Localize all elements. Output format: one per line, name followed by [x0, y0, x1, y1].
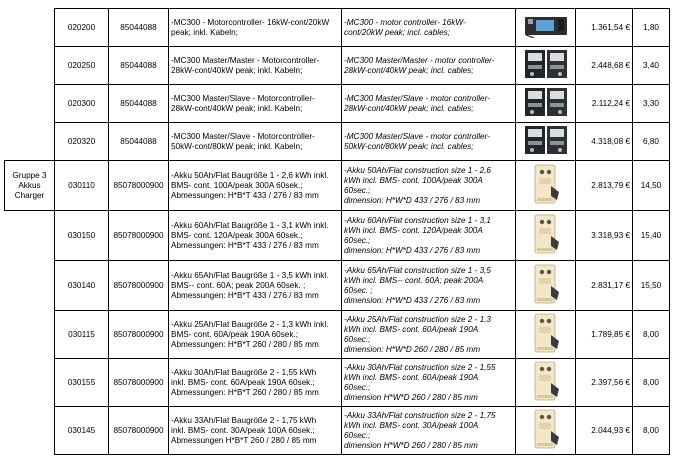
description-en-line: -Akku 33Ah/Flat construction size 2 - 1,75: [344, 410, 496, 420]
weight-kg: 15,50: [633, 261, 670, 311]
description-de-line: Abmessungen: H*B*T 433 / 276 / 83 mm: [171, 290, 319, 300]
description-en-line: kWh incl. BMS-- cont. 60A; peak 200A: [344, 275, 484, 285]
description-en: [342, 211, 516, 261]
weight-kg: 3,30: [633, 85, 670, 123]
tariff-number: 85078000900: [109, 261, 169, 311]
table-row: [5, 311, 670, 359]
price: 4.318,08 €: [576, 123, 633, 161]
description-en-line: kWh incl. BMS- cont. 60A/peak 190A: [344, 324, 479, 334]
description-de: [169, 161, 342, 211]
description-de-line: -MC300 Master/Master - Motorcontroller-: [171, 55, 320, 65]
description-de-line: peak; inkl. Kabeln;: [171, 27, 238, 37]
description-en: [342, 261, 516, 311]
description-en: [342, 407, 516, 455]
description-de-line: 50kW-cont/80kW peak; inkl. Kabeln;: [171, 141, 303, 151]
weight-kg: 1,80: [633, 9, 670, 47]
product-image-cell: [516, 407, 576, 455]
motor-controller-image: [524, 48, 568, 80]
tariff-number: 85044088: [109, 9, 169, 47]
description-de: [169, 85, 342, 123]
battery-pack-image: [531, 212, 561, 256]
description-de-line: -MC300 Master/Slave - Motorcontroller-: [171, 131, 315, 141]
product-image-cell: [516, 261, 576, 311]
table-row: [5, 123, 670, 161]
description-de-line: BMS- cont. 120A/peak 300A 60sek.;: [171, 230, 303, 240]
price: 2.831,17 €: [576, 261, 633, 311]
description-en-line: kWh incl. BMS- cont. 120A/peak 300A: [344, 225, 483, 235]
motor-controller-image: [524, 124, 568, 156]
description-de-line: Abmessungen: H*B*T 433 / 276 / 83 mm: [171, 190, 319, 200]
price: 2.397,56 €: [576, 359, 633, 407]
description-en-line: dimension H*W*D 260 / 280 / 85 mm: [344, 440, 478, 450]
group-cell-empty: [5, 407, 55, 455]
description-de-line: -Akku 50Ah/Flat Baugröße 1 - 2,6 kWh inkl.: [171, 170, 329, 180]
description-de: [169, 123, 342, 161]
description-en-line: kWh incl. BMS- cont. 100A/peak 300A: [344, 175, 483, 185]
group-label-line: Gruppe 3: [12, 170, 47, 180]
description-de-line: Abmessungen: H*B*T 260 / 280 / 85 mm: [171, 339, 319, 349]
description-de-line: Abmessungen H*B*T 260 / 280 / 85 mm: [171, 435, 317, 445]
table-row: [5, 9, 670, 47]
product-image-cell: [516, 9, 576, 47]
group-cell-empty: [5, 123, 55, 161]
weight-kg: 15,40: [633, 211, 670, 261]
product-image-cell: [516, 47, 576, 85]
tariff-number: 85078000900: [109, 311, 169, 359]
description-de-line: 28kW-cont/40kW peak; inkl. Kabeln;: [171, 65, 303, 75]
weight-kg: 6,80: [633, 123, 670, 161]
price: 2.044,93 €: [576, 407, 633, 455]
description-en-line: dimension H*W*D 260 / 280 / 85 mm: [344, 392, 478, 402]
description-de-line: -MC300 - Motorcontroller- 16kW-cont/20kW: [171, 17, 330, 27]
description-en-line: -Akku 50Ah/Flat construction size 1 - 2,6: [344, 165, 491, 175]
description-en-line: 60sec.;: [344, 334, 371, 344]
battery-pack-image: [531, 311, 561, 355]
group-label: [5, 161, 55, 211]
description-de: [169, 407, 342, 455]
price: 1.361,54 €: [576, 9, 633, 47]
position-number: 030145: [55, 407, 109, 455]
product-image-cell: [516, 211, 576, 261]
tariff-number: 85078000900: [109, 359, 169, 407]
tariff-number: 85044088: [109, 123, 169, 161]
battery-pack-image: [531, 162, 561, 206]
weight-kg: 14,50: [633, 161, 670, 211]
group-label-line: Charger: [14, 190, 45, 200]
tariff-number: 85078000900: [109, 161, 169, 211]
product-image-cell: [516, 359, 576, 407]
price-list-table: [4, 8, 670, 455]
description-de-line: BMS-- cont. 60A; peak 200A 60sek. ;: [171, 280, 306, 290]
weight-kg: 3,40: [633, 47, 670, 85]
description-en-line: 60sec.;: [344, 382, 371, 392]
weight-kg: 8,00: [633, 359, 670, 407]
description-en-line: 28kW-cont/40kW peak; incl. cables;: [344, 103, 474, 113]
description-de-line: -Akku 30Ah/Flat Baugröße 2 - 1,55 kWh: [171, 367, 317, 377]
description-en-line: 28kW-cont/40kW peak; incl. cables;: [344, 65, 474, 75]
position-number: 020250: [55, 47, 109, 85]
table-row: [5, 359, 670, 407]
description-en-line: 50kW-cont/80kW peak; incl. cables;: [344, 141, 474, 151]
motor-controller-image: [524, 14, 568, 38]
description-de: [169, 211, 342, 261]
description-de-line: -MC300 Master/Slave - Motorcontroller-: [171, 93, 315, 103]
description-en: [342, 161, 516, 211]
description-en: [342, 47, 516, 85]
position-number: 020320: [55, 123, 109, 161]
price: 3.318,93 €: [576, 211, 633, 261]
description-en: [342, 85, 516, 123]
battery-pack-image: [531, 359, 561, 403]
description-en: [342, 311, 516, 359]
description-de-line: -Akku 65Ah/Flat Baugröße 1 - 3,5 kWh inkl.: [171, 270, 329, 280]
description-en-line: -Akku 30Ah/Flat construction size 2 - 1,55: [344, 362, 496, 372]
product-image-cell: [516, 161, 576, 211]
product-image-cell: [516, 311, 576, 359]
description-de: [169, 311, 342, 359]
tariff-number: 85044088: [109, 85, 169, 123]
price: 2.813,79 €: [576, 161, 633, 211]
battery-pack-image: [531, 407, 561, 451]
group-cell-empty: [5, 359, 55, 407]
group-cell-empty: [5, 85, 55, 123]
description-de: [169, 359, 342, 407]
description-en-line: dimension: H*W*D 433 / 276 / 83 mm: [344, 245, 481, 255]
group-cell-empty: [5, 211, 55, 261]
description-en-line: -MC300 Master/Slave - motor controller-: [344, 131, 490, 141]
price: 2.448,68 €: [576, 47, 633, 85]
position-number: 030150: [55, 211, 109, 261]
table-row: [5, 161, 670, 211]
description-en-line: 60sec.;: [344, 430, 371, 440]
price-list-body: [5, 9, 670, 455]
description-de-line: -Akku 25Ah/Flat Baugröße 2 - 1,3 kWh inkl.: [171, 319, 329, 329]
price: 1.789,85 €: [576, 311, 633, 359]
description-de: [169, 47, 342, 85]
description-en-line: -Akku 60Ah/Flat construction size 1 - 3,1: [344, 215, 491, 225]
description-en-line: kWh incl. BMS- cont. 30A/peak 100A: [344, 420, 479, 430]
position-number: 030115: [55, 311, 109, 359]
table-row: [5, 47, 670, 85]
motor-controller-image: [524, 86, 568, 118]
table-row: [5, 261, 670, 311]
description-de: [169, 261, 342, 311]
description-de-line: Abmessungen: H*B*T 433 / 276 / 83 mm: [171, 240, 319, 250]
description-de-line: inkl. BMS- cont. 60A/peak 190A 60sek.;: [171, 377, 315, 387]
description-de-line: inkl. BMS- cont. 30A/peak 100A 60sek.;: [171, 425, 315, 435]
position-number: 030155: [55, 359, 109, 407]
description-en-line: kWh incl. BMS- cont. 60A/peak 190A: [344, 372, 479, 382]
description-de-line: BMS- cont. 100A/peak 300A 60sek.;: [171, 180, 303, 190]
description-en-line: 60sec.;: [344, 185, 371, 195]
description-de-line: 28kW-cont/40kW peak; inkl. Kabeln;: [171, 103, 303, 113]
position-number: 030110: [55, 161, 109, 211]
tariff-number: 85078000900: [109, 211, 169, 261]
description-de-line: -Akku 33Ah/Flat Baugröße 2 - 1,75 kWh: [171, 415, 317, 425]
battery-pack-image: [531, 262, 561, 306]
group-cell-empty: [5, 261, 55, 311]
description-en: [342, 359, 516, 407]
weight-kg: 8,00: [633, 407, 670, 455]
group-label-line: Akkus: [18, 180, 41, 190]
tariff-number: 85078000900: [109, 407, 169, 455]
description-en-line: -Akku 25Ah/Flat construction size 2 - 1,3: [344, 314, 491, 324]
description-de-line: BMS- cont. 60A/peak 190A 60sek.;: [171, 329, 298, 339]
description-de-line: Abmessungen: H*B*T 260 / 280 / 85 mm: [171, 387, 319, 397]
description-en-line: dimension: H*W*D 433 / 276 / 83 mm: [344, 295, 481, 305]
description-en-line: -MC300 Master/Master - motor controller-: [344, 55, 495, 65]
weight-kg: 8,00: [633, 311, 670, 359]
table-row: [5, 85, 670, 123]
description-en-line: -MC300 - motor controller- 16kW-: [344, 17, 466, 27]
description-en-line: 60sec.;: [344, 235, 371, 245]
group-cell-empty: [5, 47, 55, 85]
table-row: [5, 211, 670, 261]
tariff-number: 85044088: [109, 47, 169, 85]
group-cell-empty: [5, 311, 55, 359]
position-number: 030140: [55, 261, 109, 311]
product-image-cell: [516, 123, 576, 161]
description-en-line: 60sec. ;: [344, 285, 373, 295]
position-number: 020200: [55, 9, 109, 47]
table-row: [5, 407, 670, 455]
product-image-cell: [516, 85, 576, 123]
price: 2.112,24 €: [576, 85, 633, 123]
description-en: [342, 9, 516, 47]
group-cell-empty: [5, 9, 55, 47]
description-en-line: dimension: H*W*D 260 / 280 / 85 mm: [344, 344, 481, 354]
description-en-line: -Akku 65Ah/Flat construction size 1 - 3,5: [344, 265, 491, 275]
description-de: [169, 9, 342, 47]
description-en-line: cont/20kW peak; incl. cables;: [344, 27, 451, 37]
description-en: [342, 123, 516, 161]
position-number: 020300: [55, 85, 109, 123]
description-de-line: -Akku 60Ah/Flat Baugröße 1 - 3,1 kWh inkl.: [171, 220, 329, 230]
description-en-line: -MC300 Master/Slave - motor controller-: [344, 93, 490, 103]
description-en-line: dimension: H*W*D 433 / 276 / 83 mm: [344, 195, 481, 205]
